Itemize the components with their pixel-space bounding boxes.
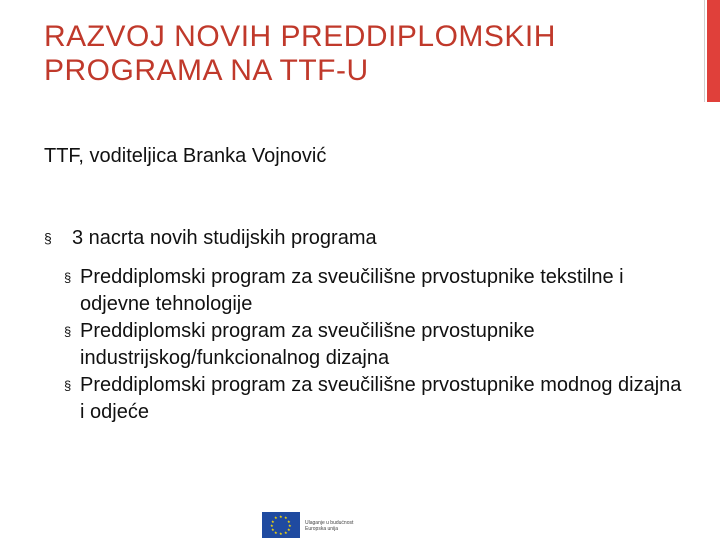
bullet-marker-icon: § [64, 270, 72, 285]
sub-bullet [64, 264, 684, 318]
eu-logo-text-line-2: Europska unija [305, 526, 339, 532]
sub-bullet-text: Preddiplomski program za sveučilišne prvostupnike industrijskog/funkcionalnog dizajna [80, 320, 535, 369]
sub-bullet-list [44, 264, 684, 426]
slide-subtitle: TTF, voditeljica Branka Vojnović [44, 145, 327, 167]
star-icon: ★ [287, 527, 291, 532]
sub-bullet-text: Preddiplomski program za sveučilišne prvostupnike modnog dizajna i odjeće [80, 374, 682, 423]
star-icon: ★ [279, 531, 283, 536]
star-icon: ★ [279, 514, 283, 519]
accent-bar [707, 0, 720, 102]
eu-logo-text [305, 520, 353, 532]
bullet-marker-icon: § [44, 230, 52, 246]
star-icon: ★ [270, 523, 274, 528]
star-icon: ★ [274, 530, 278, 535]
star-icon: ★ [287, 519, 291, 524]
slide-title [44, 20, 556, 88]
bullet-marker-icon: § [64, 378, 72, 393]
star-icon: ★ [284, 530, 288, 535]
star-icon: ★ [288, 523, 292, 528]
eu-logo-text-line-1: Ulaganje u budućnost [305, 520, 354, 526]
star-icon: ★ [271, 527, 275, 532]
divider-line [704, 0, 705, 102]
sub-bullet [64, 372, 684, 426]
title-line-1: RAZVOJ NOVIH PREDDIPLOMSKIH [44, 20, 556, 53]
bullet-marker-icon: § [64, 324, 72, 339]
main-bullet-text: 3 nacrta novih studijskih programa [72, 227, 377, 249]
star-icon: ★ [271, 519, 275, 524]
main-bullet [44, 224, 684, 252]
sub-bullet [64, 318, 684, 372]
bullet-list [44, 224, 684, 426]
star-icon: ★ [284, 515, 288, 520]
title-line-2: PROGRAMA NA TTF-U [44, 54, 369, 87]
sub-bullet-text: Preddiplomski program za sveučilišne prvostupnike tekstilne i odjevne tehnologije [80, 266, 624, 315]
eu-flag-icon [262, 512, 300, 538]
star-icon: ★ [274, 515, 278, 520]
